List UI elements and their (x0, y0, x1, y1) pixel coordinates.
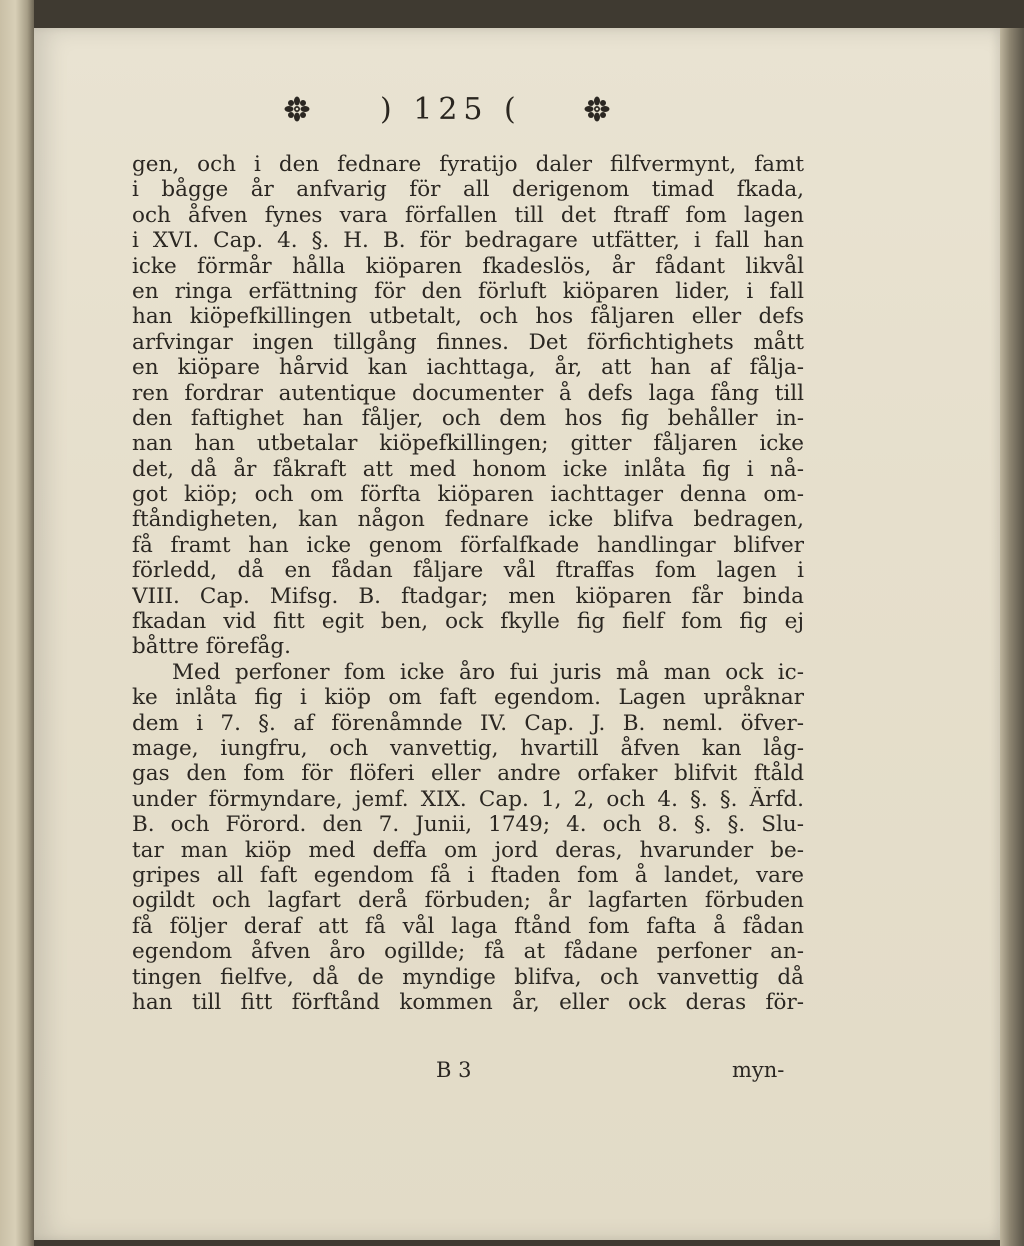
text-line: icke förmår hålla kiöparen fkadeslös, år fådant likvål (132, 253, 804, 279)
text-line: i bågge år anfvarig för all derigenom timad fkada, (132, 177, 804, 203)
text-line: mage, iungfru, och vanvettig, hvartill åfven kan låg- (132, 735, 804, 761)
text-line: ren fordrar autentique documenter å defs laga fång till (132, 380, 804, 406)
text-line: få följer deraf att få vål laga ftånd fom fafta å fådan (132, 913, 804, 939)
page-number: ) 125 ( (380, 92, 522, 127)
text-line: en ringa erfättning för den förluft kiöparen lider, i fall (132, 278, 804, 304)
text-line: gen, och i den fednare fyratijo daler filfvermynt, famt (132, 152, 804, 177)
text-line: dem i 7. §. af förenåmnde IV. Cap. J. B. neml. öfver- (132, 710, 804, 736)
text-line: det, då år fåkraft att med honom icke inlåta fig i nå- (132, 456, 804, 482)
text-line: B. och Förord. den 7. Junii, 1749; 4. och 8. §. §. Slu- (132, 812, 804, 838)
text-line: få framt han icke genom förfalfkade handlingar blifver (132, 532, 804, 558)
text-line: VIII. Cap. Mifsg. B. ftadgar; men kiöparen får binda (132, 583, 804, 609)
body-text (132, 152, 804, 1015)
text-line: fkadan vid fitt egit ben, ock fkylle fig fielf fom fig ej (132, 609, 804, 635)
text-line: en kiöpare hårvid kan iachttaga, år, att han af fålja- (132, 355, 804, 381)
text-line: den faftighet han fåljer, och dem hos fig behåller in- (132, 405, 804, 431)
text-line: förledd, då en fådan fåljare vål ftraffas fom lagen i (132, 558, 804, 584)
left-page-edge (0, 0, 34, 1246)
flower-ornament-icon (284, 96, 310, 122)
page-right-edge (1000, 28, 1024, 1246)
text-line: gas den fom för flöferi eller andre orfaker blifvit ftåld (132, 761, 804, 787)
running-header (250, 92, 650, 136)
signature-mark: B 3 (436, 1058, 472, 1082)
text-line: båttre förefåg. (132, 634, 291, 660)
text-line: egendom åfven åro ogillde; få at fådane perfoner an- (132, 939, 804, 965)
text-line: i XVI. Cap. 4. §. H. B. för bedragare utfätter, i fall han (132, 228, 804, 254)
text-line: tingen fielfve, då de myndige blifva, och vanvettig då (132, 964, 804, 990)
text-line: arfvingar ingen tillgång finnes. Det förfichtighets mått (132, 329, 804, 355)
flower-ornament-icon (584, 96, 610, 122)
text-line: ke inlåta fig i kiöp om faft egendom. Lagen upråknar (132, 685, 804, 711)
text-line: ogildt och lagfart derå förbuden; år lagfarten förbuden (132, 888, 804, 914)
text-line: tar man kiöp med deffa om jord deras, hvarunder be- (132, 837, 804, 863)
text-line: under förmyndare, jemf. XIX. Cap. 1, 2, och 4. §. §. Ärfd. (132, 786, 804, 812)
text-line: nan han utbetalar kiöpefkillingen; gitter fåljaren icke (132, 431, 804, 457)
catchword: myn- (732, 1058, 785, 1082)
text-line: han till fitt förftånd kommen år, eller ock deras för- (132, 989, 804, 1015)
text-line: gripes all faft egendom få i ftaden fom å landet, vare (132, 862, 804, 888)
text-line: han kiöpefkillingen utbetalt, och hos fåljaren eller defs (132, 304, 804, 330)
paragraph-first-line: Med perfoner fom icke åro fui juris må man ock ic- (172, 659, 804, 685)
text-line: got kiöp; och om förfta kiöparen iachttager denna om- (132, 482, 804, 508)
text-line: och åfven fynes vara förfallen till det ftraff fom lagen (132, 202, 804, 228)
text-line: ftåndigheten, kan någon fednare icke blifva bedragen, (132, 507, 804, 533)
